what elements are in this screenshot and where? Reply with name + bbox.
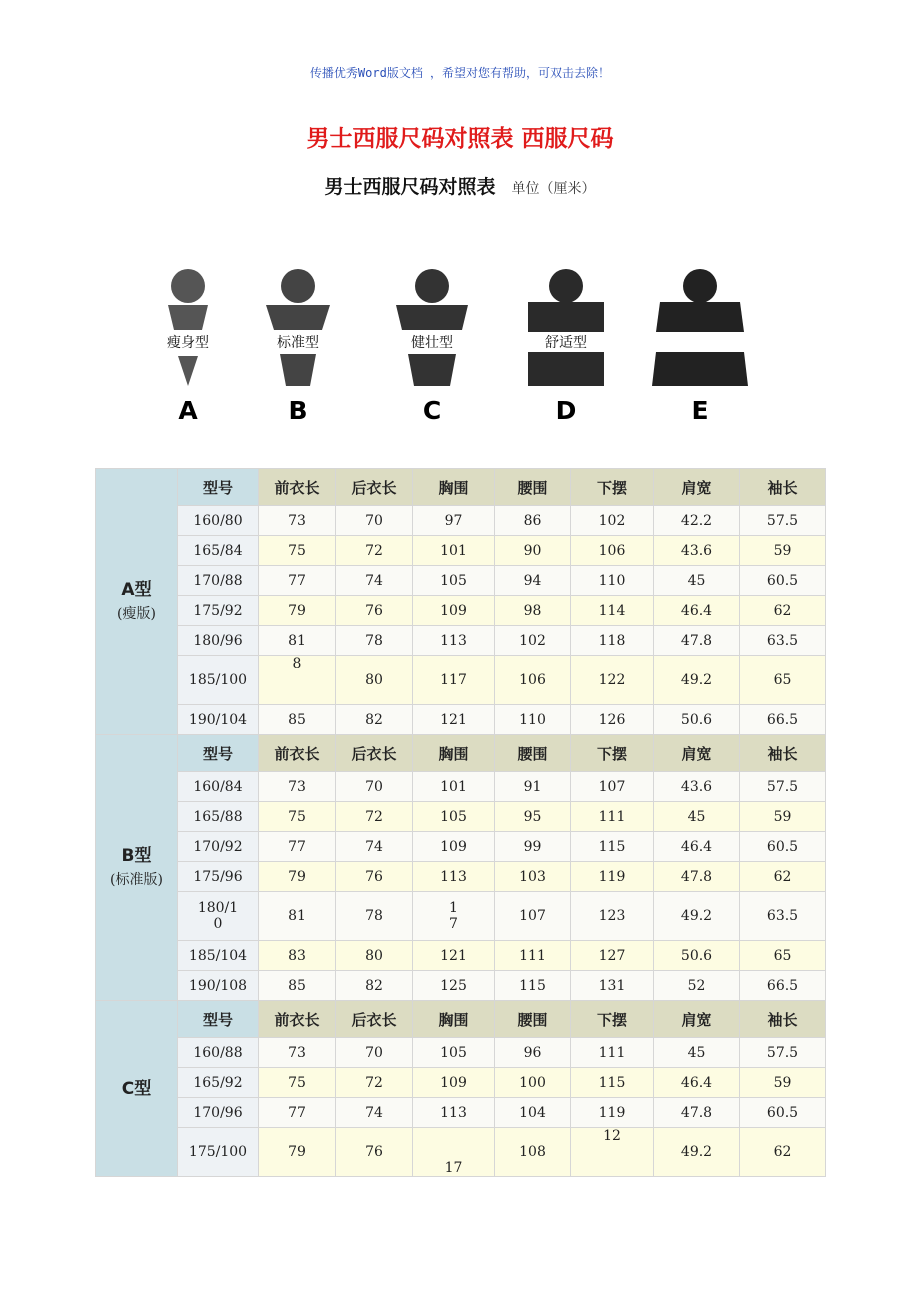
figure-label: 瘦身型: [167, 335, 209, 351]
cell-model: 160/88: [178, 1038, 259, 1068]
cell-hem: 106: [571, 536, 654, 566]
cell-hem: 126: [571, 705, 654, 735]
cell-sleeve: 62: [740, 1128, 826, 1177]
cell-waist: 86: [495, 506, 571, 536]
cell-front-length: 83: [259, 941, 336, 971]
cell-model: 180/1 0: [178, 892, 259, 941]
cell-waist: 103: [495, 862, 571, 892]
column-header-waist: 腰围: [495, 735, 571, 772]
standard-body-icon: [238, 258, 358, 388]
header-row: [96, 1001, 826, 1038]
cell-sleeve: 60.5: [740, 566, 826, 596]
figure-label: 健壮型: [411, 335, 453, 351]
cell-hem: 115: [571, 832, 654, 862]
figure-letter: C: [422, 396, 442, 425]
cell-front-length: 85: [259, 971, 336, 1001]
figure-d: [506, 258, 626, 428]
cell-chest: 109: [413, 832, 495, 862]
cell-sleeve: 63.5: [740, 892, 826, 941]
cell-hem: 131: [571, 971, 654, 1001]
cell-model: 165/92: [178, 1068, 259, 1098]
group-subtitle: (瘦版): [117, 605, 156, 622]
cell-back-length: 72: [336, 1068, 413, 1098]
column-header-sleeve: 袖长: [740, 735, 826, 772]
cell-front-length: 75: [259, 1068, 336, 1098]
cell-chest: 113: [413, 1098, 495, 1128]
column-header-back-length: 后衣长: [336, 469, 413, 506]
cell-waist: 95: [495, 802, 571, 832]
group-label: [96, 469, 178, 735]
cell-waist: 106: [495, 656, 571, 705]
cell-sleeve: 57.5: [740, 506, 826, 536]
cell-sleeve: 66.5: [740, 971, 826, 1001]
cell-shoulder: 50.6: [654, 705, 740, 735]
cell-hem: 118: [571, 626, 654, 656]
column-header-chest: 胸围: [413, 1001, 495, 1038]
body-type-figures: [120, 258, 800, 428]
cell-hem: 107: [571, 772, 654, 802]
cell-hem: 115: [571, 1068, 654, 1098]
cell-shoulder: 46.4: [654, 832, 740, 862]
cell-back-length: 70: [336, 1038, 413, 1068]
cell-shoulder: 47.8: [654, 862, 740, 892]
cell-back-length: 82: [336, 705, 413, 735]
group-subtitle: (标准版): [110, 871, 163, 888]
table-row: [96, 832, 826, 862]
group-name: A型: [121, 579, 152, 600]
cell-shoulder: 43.6: [654, 536, 740, 566]
cell-shoulder: 47.8: [654, 1098, 740, 1128]
table-heading: [0, 172, 920, 199]
cell-model: 175/92: [178, 596, 259, 626]
table-row: [96, 772, 826, 802]
column-header-front-length: 前衣长: [259, 469, 336, 506]
table-row: [96, 626, 826, 656]
cell-shoulder: 45: [654, 802, 740, 832]
cell-back-length: 80: [336, 656, 413, 705]
cell-sleeve: 63.5: [740, 626, 826, 656]
cell-back-length: 76: [336, 596, 413, 626]
cell-waist: 99: [495, 832, 571, 862]
table-row: [96, 1068, 826, 1098]
cell-shoulder: 52: [654, 971, 740, 1001]
cell-sleeve: 59: [740, 802, 826, 832]
cell-back-length: 82: [336, 971, 413, 1001]
column-header-front-length: 前衣长: [259, 1001, 336, 1038]
header-row: [96, 469, 826, 506]
cell-sleeve: 60.5: [740, 832, 826, 862]
cell-chest: 109: [413, 596, 495, 626]
column-header-front-length: 前衣长: [259, 735, 336, 772]
cell-front-length: 77: [259, 1098, 336, 1128]
group-name: C型: [121, 1078, 152, 1099]
cell-hem: 122: [571, 656, 654, 705]
large-body-icon: [640, 258, 760, 388]
column-header-shoulder: 肩宽: [654, 469, 740, 506]
cell-model: 170/92: [178, 832, 259, 862]
cell-model: 190/104: [178, 705, 259, 735]
cell-hem: 123: [571, 892, 654, 941]
cell-front-length: 81: [259, 626, 336, 656]
column-header-chest: 胸围: [413, 735, 495, 772]
cell-model: 180/96: [178, 626, 259, 656]
cell-hem: 127: [571, 941, 654, 971]
cell-shoulder: 49.2: [654, 1128, 740, 1177]
figure-a: [128, 258, 248, 428]
table-row: [96, 705, 826, 735]
cell-sleeve: 59: [740, 536, 826, 566]
cell-shoulder: 42.2: [654, 506, 740, 536]
cell-chest: 113: [413, 626, 495, 656]
cell-back-length: 80: [336, 941, 413, 971]
cell-back-length: 70: [336, 772, 413, 802]
column-header-chest: 胸围: [413, 469, 495, 506]
cell-chest: 97: [413, 506, 495, 536]
cell-front-length: 77: [259, 566, 336, 596]
cell-front-length: 79: [259, 862, 336, 892]
slim-body-icon: [128, 258, 248, 388]
figure-c: [372, 258, 492, 428]
cell-hem: 119: [571, 862, 654, 892]
cell-chest: 117: [413, 656, 495, 705]
figure-letter: E: [691, 396, 709, 425]
column-header-hem: 下摆: [571, 735, 654, 772]
column-header-model: 型号: [178, 469, 259, 506]
cell-hem: 111: [571, 802, 654, 832]
cell-chest: 101: [413, 536, 495, 566]
cell-front-length: 8: [259, 656, 336, 705]
table-row: [96, 1098, 826, 1128]
cell-shoulder: 45: [654, 1038, 740, 1068]
cell-waist: 90: [495, 536, 571, 566]
cell-waist: 115: [495, 971, 571, 1001]
figure-label: 舒适型: [545, 335, 587, 351]
cell-back-length: 72: [336, 536, 413, 566]
table-row: [96, 802, 826, 832]
cell-front-length: 79: [259, 596, 336, 626]
cell-shoulder: 50.6: [654, 941, 740, 971]
table-row: [96, 941, 826, 971]
cell-hem: 102: [571, 506, 654, 536]
figure-b: [238, 258, 358, 428]
figure-label: 标准型: [277, 335, 319, 351]
cell-model: 170/88: [178, 566, 259, 596]
cell-model: 160/84: [178, 772, 259, 802]
unit-label: 单位（厘米）: [511, 181, 596, 197]
table-row: [96, 506, 826, 536]
cell-waist: 98: [495, 596, 571, 626]
table-row: [96, 971, 826, 1001]
table-row: [96, 892, 826, 941]
cell-chest: 1 7: [413, 892, 495, 941]
cell-waist: 110: [495, 705, 571, 735]
group-label: [96, 1001, 178, 1177]
cell-front-length: 81: [259, 892, 336, 941]
table-row: [96, 1038, 826, 1068]
cell-front-length: 75: [259, 802, 336, 832]
cell-chest: 101: [413, 772, 495, 802]
cell-back-length: 78: [336, 626, 413, 656]
cell-model: 160/80: [178, 506, 259, 536]
cell-front-length: 73: [259, 1038, 336, 1068]
cell-front-length: 77: [259, 832, 336, 862]
column-header-waist: 腰围: [495, 1001, 571, 1038]
cell-hem: 114: [571, 596, 654, 626]
figure-letter: A: [178, 396, 198, 425]
sturdy-body-icon: [372, 258, 492, 388]
column-header-hem: 下摆: [571, 469, 654, 506]
cell-sleeve: 65: [740, 656, 826, 705]
cell-model: 165/84: [178, 536, 259, 566]
cell-sleeve: 60.5: [740, 1098, 826, 1128]
cell-sleeve: 65: [740, 941, 826, 971]
table-row: [96, 596, 826, 626]
cell-back-length: 74: [336, 832, 413, 862]
cell-sleeve: 66.5: [740, 705, 826, 735]
cell-sleeve: 62: [740, 596, 826, 626]
cell-back-length: 70: [336, 506, 413, 536]
cell-back-length: 76: [336, 1128, 413, 1177]
column-header-hem: 下摆: [571, 1001, 654, 1038]
cell-waist: 104: [495, 1098, 571, 1128]
figure-letter: B: [288, 396, 308, 425]
cell-waist: 91: [495, 772, 571, 802]
column-header-back-length: 后衣长: [336, 1001, 413, 1038]
cell-shoulder: 49.2: [654, 892, 740, 941]
cell-hem: 110: [571, 566, 654, 596]
cell-front-length: 73: [259, 772, 336, 802]
cell-model: 170/96: [178, 1098, 259, 1128]
column-header-sleeve: 袖长: [740, 469, 826, 506]
cell-waist: 94: [495, 566, 571, 596]
cell-model: 165/88: [178, 802, 259, 832]
size-table: [95, 468, 826, 1177]
cell-hem: 119: [571, 1098, 654, 1128]
cell-model: 175/96: [178, 862, 259, 892]
cell-waist: 96: [495, 1038, 571, 1068]
cell-back-length: 78: [336, 892, 413, 941]
cell-waist: 111: [495, 941, 571, 971]
cell-waist: 102: [495, 626, 571, 656]
table-row: [96, 536, 826, 566]
table-title: 男士西服尺码对照表: [324, 176, 496, 198]
cell-chest: 17: [413, 1128, 495, 1177]
cell-shoulder: 46.4: [654, 1068, 740, 1098]
column-header-sleeve: 袖长: [740, 1001, 826, 1038]
table-row: [96, 862, 826, 892]
column-header-model: 型号: [178, 1001, 259, 1038]
column-header-model: 型号: [178, 735, 259, 772]
cell-chest: 105: [413, 802, 495, 832]
header-row: [96, 735, 826, 772]
cell-shoulder: 45: [654, 566, 740, 596]
cell-chest: 113: [413, 862, 495, 892]
figure-letter: D: [555, 396, 577, 425]
cell-front-length: 75: [259, 536, 336, 566]
cell-sleeve: 59: [740, 1068, 826, 1098]
cell-shoulder: 43.6: [654, 772, 740, 802]
cell-back-length: 72: [336, 802, 413, 832]
cell-chest: 121: [413, 705, 495, 735]
document-notice: 传播优秀Word版文档 ，希望对您有帮助，可双击去除！: [309, 66, 611, 80]
table-row: [96, 566, 826, 596]
group-label: [96, 735, 178, 1001]
cell-front-length: 79: [259, 1128, 336, 1177]
figure-label: 宽大型: [679, 335, 721, 351]
cell-hem: 111: [571, 1038, 654, 1068]
cell-sleeve: 57.5: [740, 1038, 826, 1068]
cell-model: 190/108: [178, 971, 259, 1001]
cell-waist: 108: [495, 1128, 571, 1177]
cell-sleeve: 57.5: [740, 772, 826, 802]
cell-back-length: 74: [336, 566, 413, 596]
column-header-shoulder: 肩宽: [654, 735, 740, 772]
figure-e: [640, 258, 760, 428]
main-title: 男士西服尺码对照表 西服尺码: [306, 126, 614, 152]
cell-model: 185/104: [178, 941, 259, 971]
cell-waist: 100: [495, 1068, 571, 1098]
cell-chest: 125: [413, 971, 495, 1001]
group-name: B型: [121, 845, 152, 866]
cell-shoulder: 46.4: [654, 596, 740, 626]
cell-waist: 107: [495, 892, 571, 941]
cell-back-length: 76: [336, 862, 413, 892]
table-row: [96, 656, 826, 705]
cell-sleeve: 62: [740, 862, 826, 892]
comfort-body-icon: [506, 258, 626, 388]
cell-front-length: 85: [259, 705, 336, 735]
cell-front-length: 73: [259, 506, 336, 536]
table-row: [96, 1128, 826, 1177]
cell-chest: 121: [413, 941, 495, 971]
cell-hem: 12: [571, 1128, 654, 1177]
cell-chest: 109: [413, 1068, 495, 1098]
cell-model: 175/100: [178, 1128, 259, 1177]
cell-chest: 105: [413, 566, 495, 596]
cell-shoulder: 49.2: [654, 656, 740, 705]
column-header-waist: 腰围: [495, 469, 571, 506]
cell-back-length: 74: [336, 1098, 413, 1128]
cell-model: 185/100: [178, 656, 259, 705]
cell-shoulder: 47.8: [654, 626, 740, 656]
column-header-shoulder: 肩宽: [654, 1001, 740, 1038]
column-header-back-length: 后衣长: [336, 735, 413, 772]
cell-chest: 105: [413, 1038, 495, 1068]
